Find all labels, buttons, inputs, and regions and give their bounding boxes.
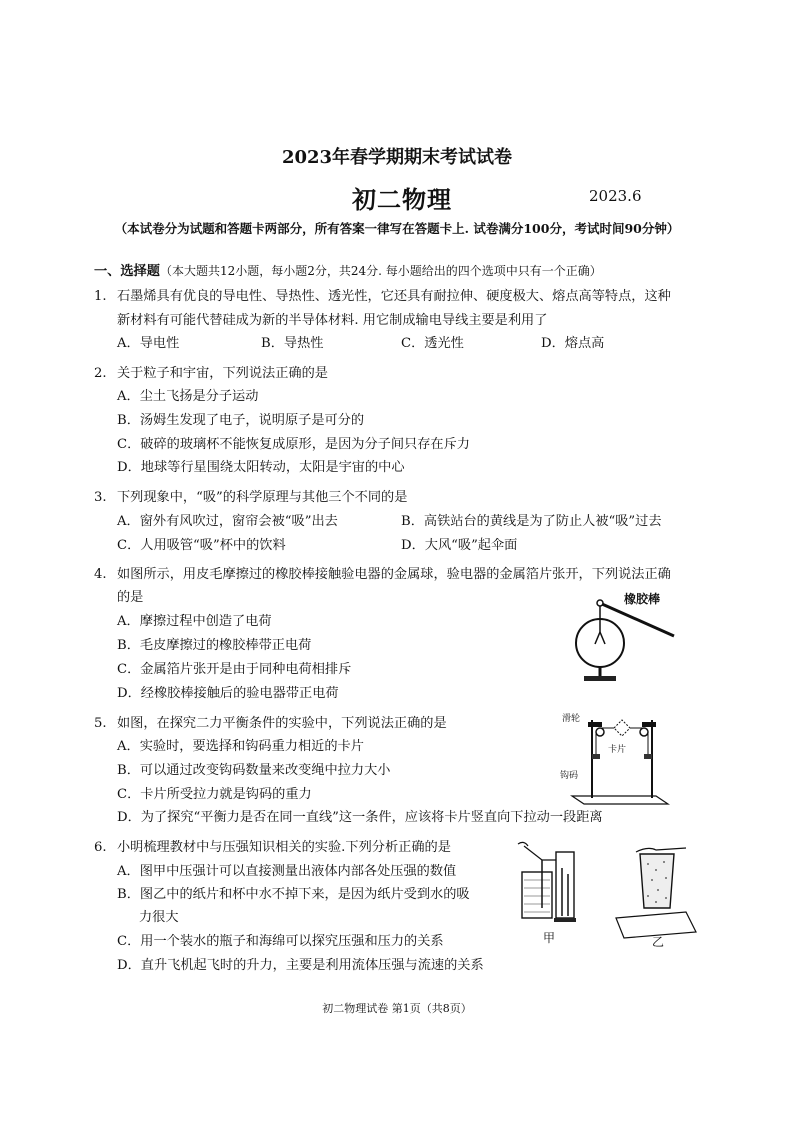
- option-d: D．直升飞机起飞时的升力，主要是利用流体压强与流速的关系: [117, 958, 484, 973]
- option-c: C．卡片所受拉力就是钩码的重力: [117, 787, 312, 802]
- section-label: 一、选择题: [94, 264, 160, 279]
- question-number: 2.: [94, 366, 107, 381]
- figure-label-rubber-rod: 橡胶棒: [624, 592, 661, 606]
- option-b: B．可以通过改变钩码数量来改变绳中拉力大小: [117, 763, 391, 778]
- question-stem: 的是: [117, 590, 144, 605]
- option-c: C．透光性: [401, 336, 464, 351]
- figure-label-card: 卡片: [608, 745, 627, 755]
- option-b: B．毛皮摩擦过的橡胶棒带正电荷: [117, 638, 312, 653]
- question-number: 6.: [94, 840, 107, 855]
- cup-paper-figure: [616, 848, 696, 938]
- question-number: 4.: [94, 567, 107, 582]
- option-a: A．尘土飞扬是分子运动: [117, 389, 259, 404]
- option-b: B．图乙中的纸片和杯中水不掉下来，是因为纸片受到水的吸: [117, 887, 470, 902]
- figure-label-weights: 钩码: [560, 771, 579, 781]
- exam-date: 2023.6: [589, 187, 642, 205]
- option-a: A．图甲中压强计可以直接测量出液体内部各处压强的数值: [117, 864, 457, 879]
- option-a: A．摩擦过程中创造了电荷: [117, 614, 272, 629]
- figure-label-jia: 甲: [543, 931, 556, 945]
- option-d: D．经橡胶棒接触后的验电器带正电荷: [117, 686, 339, 701]
- electroscope-figure: [570, 588, 680, 688]
- right-weight: [644, 754, 652, 759]
- question-number: 5.: [94, 716, 107, 731]
- option-a: A．窗外有风吹过，窗帘会被“吸”出去: [117, 514, 338, 529]
- option-a: A．导电性: [117, 336, 180, 351]
- option-d: D．为了探究“平衡力是否在同一直线”这一条件，应该将卡片竖直向下拉动一段距离: [117, 810, 603, 825]
- question-stem: 如图，在探究二力平衡条件的实验中，下列说法正确的是: [117, 716, 447, 731]
- metal-ball: [597, 600, 603, 606]
- left-weight: [592, 754, 600, 759]
- figure-label-yi: 乙: [652, 935, 665, 949]
- option-c: C．金属箔片张开是由于同种电荷相排斥: [117, 662, 352, 677]
- question-stem: 石墨烯具有优良的导电性、导热性、透光性，它还具有耐拉伸、硬度极大、熔点高等特点，这种: [117, 289, 671, 304]
- manometer-figure: [518, 842, 576, 922]
- question-stem: 关于粒子和宇宙，下列说法正确的是: [117, 366, 328, 381]
- option-c: C．破碎的玻璃杯不能恢复成原形，是因为分子间只存在斥力: [117, 437, 470, 452]
- page-footer: 初二物理试卷 第1页（共8页）: [322, 1002, 472, 1015]
- question-stem: 新材料有可能代替硅成为新的半导体材料. 用它制成输电导线主要是利用了: [117, 313, 548, 328]
- option-b: B．汤姆生发现了电子，说明原子是可分的: [117, 413, 365, 428]
- base-plate: [572, 796, 668, 804]
- left-pulley: [596, 728, 604, 736]
- beaker: [522, 872, 552, 918]
- electroscope-base: [584, 676, 616, 681]
- cup: [640, 854, 674, 908]
- figure-label-pulley: 滑轮: [562, 714, 581, 724]
- option-a: A．实验时，要选择和钩码重力相近的卡片: [117, 739, 364, 754]
- option-b-cont: 力很大: [139, 910, 179, 925]
- right-pulley: [640, 728, 648, 736]
- section-desc: （本大题共12小题，每小题2分，共24分. 每小题给出的四个选项中只有一个正确）: [159, 264, 602, 278]
- pressure-figures: [510, 838, 710, 950]
- section-heading: [94, 262, 602, 281]
- exam-note: （本试卷分为试题和答题卡两部分，所有答案一律写在答题卡上. 试卷满分100分，考试时间90分钟）: [114, 221, 680, 236]
- option-d: D．熔点高: [541, 336, 605, 351]
- option-c: C．人用吸管“吸”杯中的饮料: [117, 538, 286, 553]
- u-tube: [556, 852, 574, 918]
- question-stem: 下列现象中，“吸”的科学原理与其他三个不同的是: [117, 490, 408, 505]
- option-d: D．地球等行星围绕太阳转动，太阳是宇宙的中心: [117, 460, 405, 475]
- card: [614, 720, 630, 736]
- question-stem: 如图所示，用皮毛摩擦过的橡胶棒接触验电器的金属球，验电器的金属箔片张开，下列说法正确: [117, 567, 671, 582]
- option-b: B．高铁站台的黄线是为了防止人被“吸”过去: [401, 514, 662, 529]
- exam-title: 2023年春学期期末考试试卷: [281, 147, 513, 168]
- option-b: B．导热性: [261, 336, 324, 351]
- question-number: 1.: [94, 289, 107, 304]
- question-number: 3.: [94, 490, 107, 505]
- option-c: C．用一个装水的瓶子和海绵可以探究压强和压力的关系: [117, 934, 444, 949]
- exam-subject: 初二物理: [352, 185, 452, 214]
- option-d: D．大风“吸”起伞面: [401, 538, 518, 553]
- balance-figure: [560, 710, 680, 806]
- question-stem: 小明梳理教材中与压强知识相关的实验.下列分析正确的是: [117, 840, 451, 855]
